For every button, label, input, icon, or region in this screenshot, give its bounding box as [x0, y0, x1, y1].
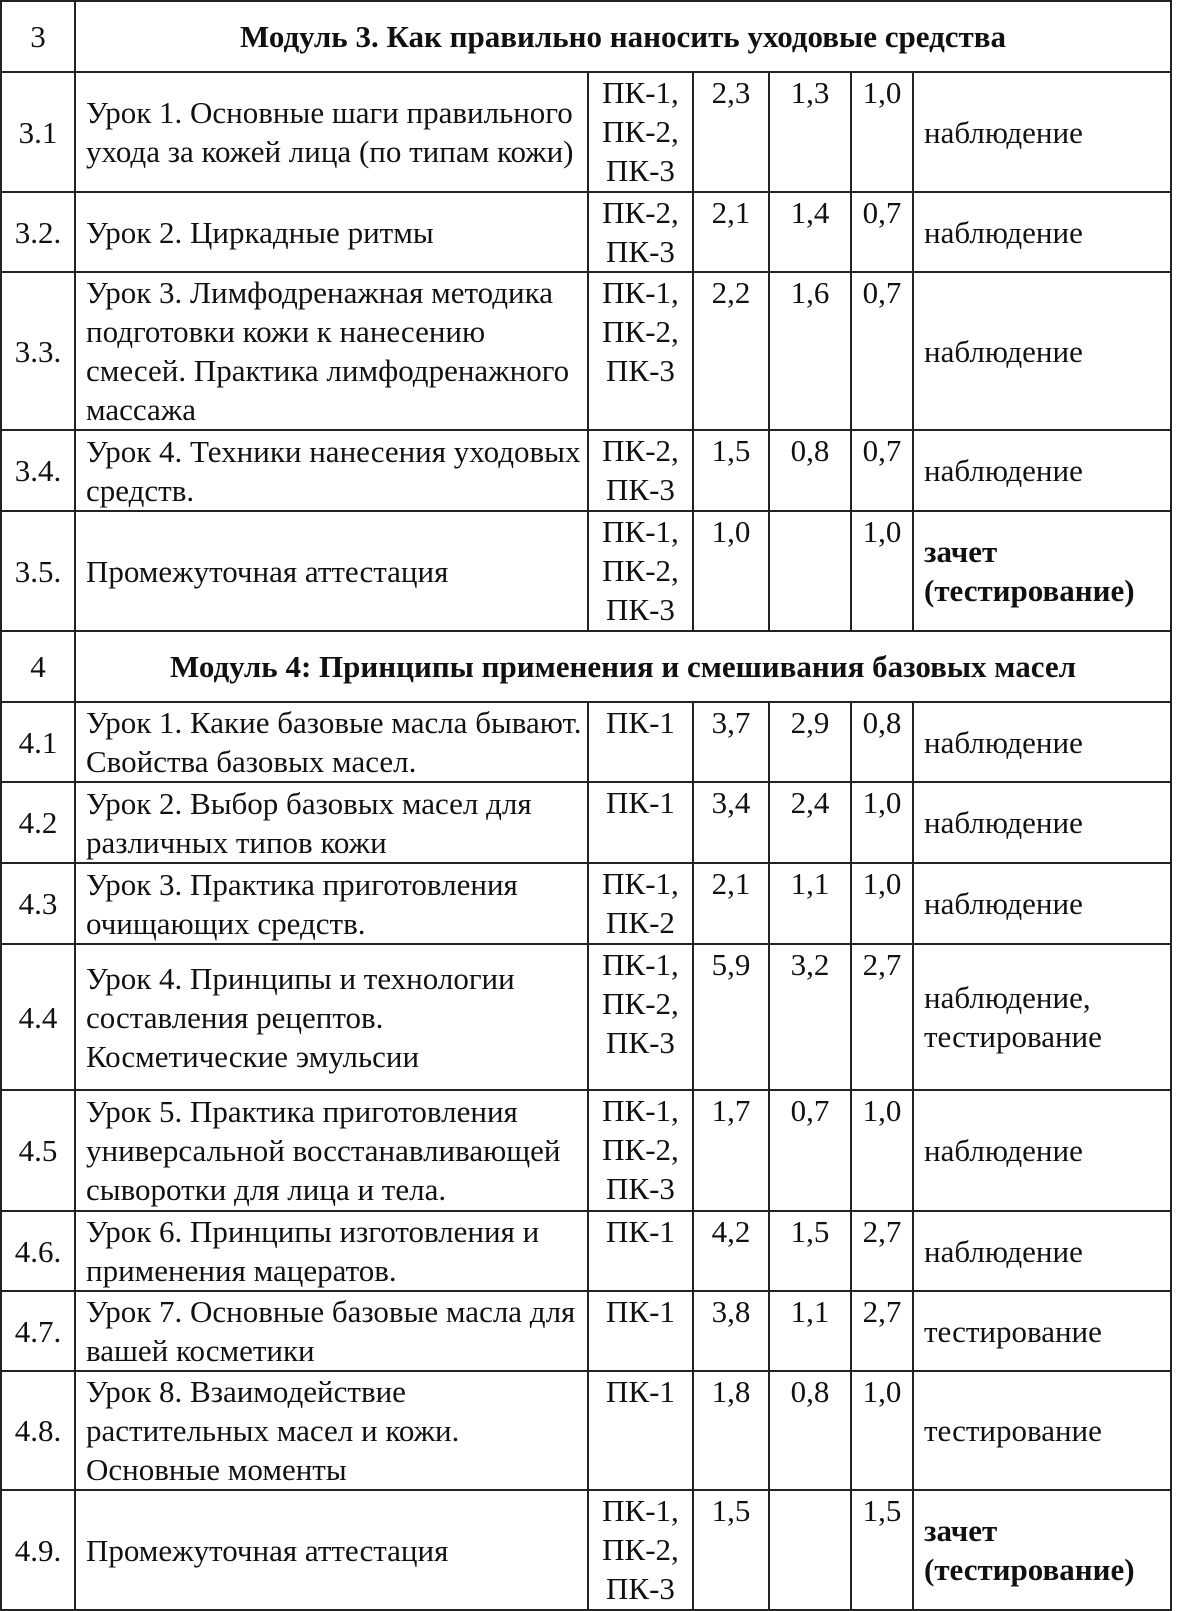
hours-total: 2,2	[693, 272, 769, 430]
control-form: зачет (тестирование)	[913, 511, 1171, 631]
hours-total: 1,8	[693, 1371, 769, 1490]
competencies: ПК-1, ПК-2, ПК-3	[588, 944, 693, 1090]
hours-total: 3,8	[693, 1291, 769, 1371]
lesson-title: Урок 3. Лимфодренажная методика подготовки кожи к нанесению смесей. Практика лимфодренажного массажа	[75, 272, 588, 430]
hours-practice: 1,0	[851, 511, 913, 631]
competencies: ПК-1	[588, 782, 693, 863]
table-row	[1, 192, 1171, 272]
competencies: ПК-2, ПК-3	[588, 430, 693, 511]
control-form: наблюдение	[913, 192, 1171, 272]
competencies: ПК-1	[588, 1291, 693, 1371]
lesson-title: Урок 5. Практика приготовления универсальной восстанавливающей сыворотки для лица и тела.	[75, 1090, 588, 1211]
table-row	[1, 1211, 1171, 1291]
lesson-title: Урок 2. Выбор базовых масел для различных типов кожи	[75, 782, 588, 863]
lesson-title: Урок 1. Какие базовые масла бывают. Свойства базовых масел.	[75, 702, 588, 782]
hours-practice: 1,0	[851, 1090, 913, 1211]
module-header-row	[1, 631, 1171, 702]
hours-total: 1,7	[693, 1090, 769, 1211]
hours-total: 1,0	[693, 511, 769, 631]
hours-theory: 3,2	[769, 944, 851, 1090]
table-row	[1, 863, 1171, 944]
competencies: ПК-1	[588, 1211, 693, 1291]
control-form: наблюдение	[913, 72, 1171, 192]
lesson-number: 4.7.	[1, 1291, 75, 1371]
lesson-title: Промежуточная аттестация	[75, 511, 588, 631]
lesson-number: 4.3	[1, 863, 75, 944]
table-row	[1, 702, 1171, 782]
competencies: ПК-1, ПК-2, ПК-3	[588, 272, 693, 430]
hours-total: 5,9	[693, 944, 769, 1090]
lesson-number: 3.2.	[1, 192, 75, 272]
hours-theory: 0,8	[769, 430, 851, 511]
control-form: наблюдение	[913, 863, 1171, 944]
table-row	[1, 1090, 1171, 1211]
control-form: наблюдение	[913, 272, 1171, 430]
lesson-number: 4.2	[1, 782, 75, 863]
lesson-number: 4.4	[1, 944, 75, 1090]
lesson-number: 4.5	[1, 1090, 75, 1211]
hours-practice: 1,0	[851, 72, 913, 192]
hours-theory: 1,1	[769, 1291, 851, 1371]
hours-theory: 1,6	[769, 272, 851, 430]
hours-total: 3,4	[693, 782, 769, 863]
hours-theory: 1,3	[769, 72, 851, 192]
lesson-title: Промежуточная аттестация	[75, 1490, 588, 1610]
module-number: 4	[1, 631, 75, 702]
hours-total: 1,5	[693, 1490, 769, 1610]
hours-practice: 2,7	[851, 1291, 913, 1371]
hours-total: 4,2	[693, 1211, 769, 1291]
lesson-number: 3.3.	[1, 272, 75, 430]
module-number: 3	[1, 1, 75, 72]
competencies: ПК-2, ПК-3	[588, 192, 693, 272]
hours-practice: 0,7	[851, 192, 913, 272]
hours-practice: 2,7	[851, 944, 913, 1090]
table-row	[1, 72, 1171, 192]
module-header-row	[1, 1, 1171, 72]
lesson-title: Урок 3. Практика приготовления очищающих средств.	[75, 863, 588, 944]
table-row	[1, 272, 1171, 430]
table-row	[1, 1371, 1171, 1490]
control-form: наблюдение	[913, 1211, 1171, 1291]
control-form: тестирование	[913, 1371, 1171, 1490]
hours-theory: 1,5	[769, 1211, 851, 1291]
lesson-number: 3.4.	[1, 430, 75, 511]
lesson-title: Урок 4. Принципы и технологии составления рецептов. Косметические эмульсии	[75, 944, 588, 1090]
table-row	[1, 1291, 1171, 1371]
lesson-title: Урок 4. Техники нанесения уходовых средств.	[75, 430, 588, 511]
competencies: ПК-1, ПК-2	[588, 863, 693, 944]
table-row	[1, 944, 1171, 1090]
competencies: ПК-1	[588, 1371, 693, 1490]
hours-practice: 1,5	[851, 1490, 913, 1610]
control-form: наблюдение	[913, 782, 1171, 863]
lesson-title: Урок 8. Взаимодействие растительных масел и кожи. Основные моменты	[75, 1371, 588, 1490]
lesson-number: 4.8.	[1, 1371, 75, 1490]
hours-practice: 0,7	[851, 272, 913, 430]
table-row	[1, 1490, 1171, 1610]
hours-practice: 1,0	[851, 863, 913, 944]
lesson-number: 3.5.	[1, 511, 75, 631]
hours-practice: 0,7	[851, 430, 913, 511]
lesson-title: Урок 7. Основные базовые масла для вашей косметики	[75, 1291, 588, 1371]
lesson-number: 3.1	[1, 72, 75, 192]
lesson-number: 4.9.	[1, 1490, 75, 1610]
table-row	[1, 430, 1171, 511]
control-form: наблюдение, тестирование	[913, 944, 1171, 1090]
lesson-number: 4.6.	[1, 1211, 75, 1291]
competencies: ПК-1	[588, 702, 693, 782]
hours-total: 2,1	[693, 863, 769, 944]
table-row	[1, 511, 1171, 631]
hours-total: 3,7	[693, 702, 769, 782]
hours-total: 1,5	[693, 430, 769, 511]
hours-theory: 0,8	[769, 1371, 851, 1490]
lesson-title: Урок 1. Основные шаги правильного ухода за кожей лица (по типам кожи)	[75, 72, 588, 192]
competencies: ПК-1, ПК-2, ПК-3	[588, 1090, 693, 1211]
hours-practice: 1,0	[851, 1371, 913, 1490]
table-row	[1, 782, 1171, 863]
lesson-title: Урок 2. Циркадные ритмы	[75, 192, 588, 272]
competencies: ПК-1, ПК-2, ПК-3	[588, 1490, 693, 1610]
control-form: наблюдение	[913, 430, 1171, 511]
hours-practice: 2,7	[851, 1211, 913, 1291]
control-form: тестирование	[913, 1291, 1171, 1371]
lesson-title: Урок 6. Принципы изготовления и применения мацератов.	[75, 1211, 588, 1291]
hours-theory: 1,1	[769, 863, 851, 944]
hours-practice: 1,0	[851, 782, 913, 863]
hours-theory: 2,9	[769, 702, 851, 782]
lesson-number: 4.1	[1, 702, 75, 782]
hours-practice: 0,8	[851, 702, 913, 782]
hours-theory: 1,4	[769, 192, 851, 272]
hours-total: 2,3	[693, 72, 769, 192]
control-form: зачет (тестирование)	[913, 1490, 1171, 1610]
hours-theory	[769, 1490, 851, 1610]
competencies: ПК-1, ПК-2, ПК-3	[588, 511, 693, 631]
competencies: ПК-1, ПК-2, ПК-3	[588, 72, 693, 192]
control-form: наблюдение	[913, 702, 1171, 782]
hours-theory: 0,7	[769, 1090, 851, 1211]
module-title: Модуль 4: Принципы применения и смешивания базовых масел	[75, 631, 1171, 702]
control-form: наблюдение	[913, 1090, 1171, 1211]
module-title: Модуль 3. Как правильно наносить уходовые средства	[75, 1, 1171, 72]
hours-total: 2,1	[693, 192, 769, 272]
hours-theory: 2,4	[769, 782, 851, 863]
hours-theory	[769, 511, 851, 631]
